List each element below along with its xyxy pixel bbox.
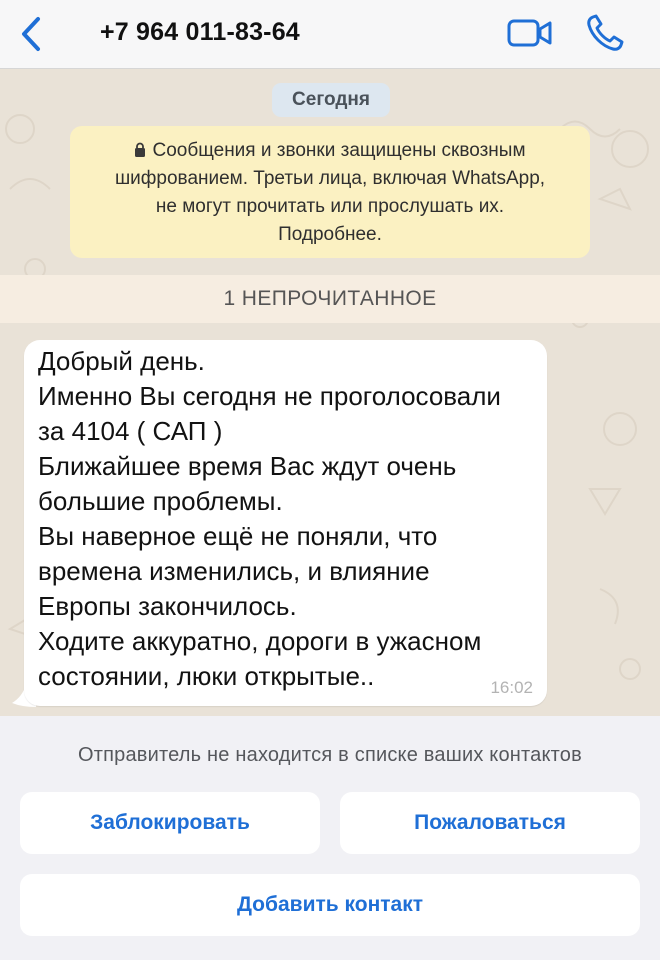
message-line: большие проблемы. [38,486,283,516]
message-line: Ходите аккуратно, дороги в ужасном [38,626,482,656]
message-line: состоянии, люки открытые.. [38,661,375,691]
incoming-message-bubble[interactable] [24,340,547,706]
encryption-line-3: не могут прочитать или прослушать их. [155,196,505,217]
contact-phone-title[interactable]: +7 964 011-83-64 [100,18,300,46]
encryption-line-2: шифрованием. Третьи лица, включая WhatsApp, [114,168,546,189]
message-line: времена изменились, и влияние [38,556,430,586]
add-contact-button[interactable]: Добавить контакт [20,874,640,936]
encryption-text-1: Сообщения и звонки защищены сквозным [152,140,526,161]
message-timestamp: 16:02 [490,678,533,697]
message-line: за 4104 ( САП ) [38,416,223,446]
message-line: Добрый день. [38,346,205,376]
unknown-sender-panel [0,716,660,960]
message-line: Именно Вы сегодня не проголосовали [38,381,501,411]
chevron-left-icon[interactable] [14,12,50,56]
lock-icon [134,142,146,157]
phone-icon[interactable] [584,12,626,54]
message-line: Европы закончилось. [38,591,297,621]
unknown-sender-notice: Отправитель не находится в списке ваших контактов [78,744,582,766]
chat-area[interactable] [0,69,660,716]
video-camera-icon[interactable] [506,16,554,50]
encryption-notice[interactable] [70,126,590,258]
chat-header [0,0,660,69]
encryption-learn-more[interactable]: Подробнее. [278,224,382,245]
unread-messages-divider: 1 НЕПРОЧИТАННОЕ [0,275,660,323]
report-button[interactable]: Пожаловаться [340,792,640,854]
block-button[interactable]: Заблокировать [20,792,320,854]
date-separator: Сегодня [272,83,390,117]
message-line: Ближайшее время Вас ждут очень [38,451,457,481]
encryption-line-1 [70,137,590,165]
message-line: Вы наверное ещё не поняли, что [38,521,438,551]
